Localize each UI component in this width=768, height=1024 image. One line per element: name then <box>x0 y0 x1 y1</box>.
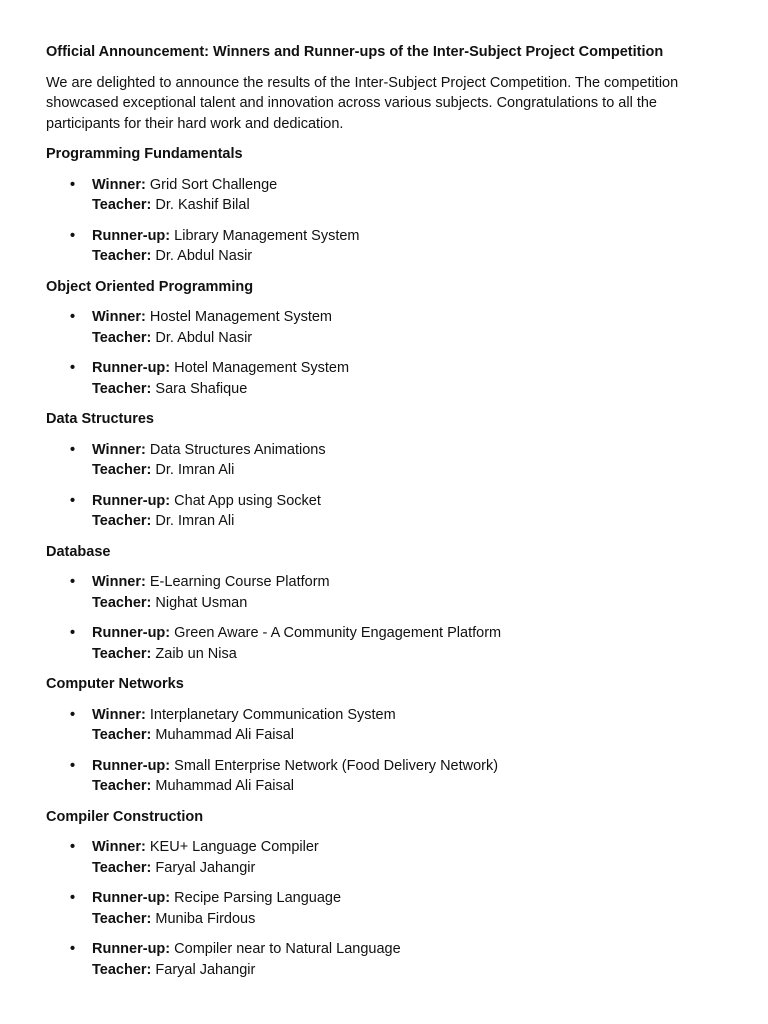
teacher-label: Teacher: <box>92 961 152 978</box>
section-heading: Database <box>46 543 111 560</box>
project-name: E-Learning Course Platform <box>149 574 330 590</box>
teacher-name: Dr. Abdul Nasir <box>155 248 253 264</box>
list-item <box>46 756 722 797</box>
entry-list <box>46 307 722 399</box>
teacher-line <box>92 909 722 930</box>
bullet-icon: • <box>70 941 76 957</box>
project-line <box>92 572 722 593</box>
teacher-line <box>92 379 722 400</box>
teacher-line <box>92 858 722 879</box>
teacher-line <box>92 511 722 532</box>
teacher-line <box>92 644 722 665</box>
entry-list <box>46 572 722 664</box>
teacher-label: Teacher: <box>92 248 152 264</box>
project-name: Library Management System <box>174 227 360 244</box>
teacher-label: Teacher: <box>92 859 152 876</box>
teacher-label: Teacher: <box>92 910 152 927</box>
project-name: KEU+ Language Compiler <box>149 839 319 855</box>
project-line <box>92 756 722 777</box>
teacher-name: Faryal Jahangir <box>155 961 256 978</box>
list-item <box>46 888 722 929</box>
project-name: Small Enterprise Network (Food Delivery Network) <box>174 757 499 774</box>
project-line <box>92 837 722 858</box>
teacher-name: Sara Shafique <box>155 380 248 397</box>
bullet-icon: • <box>70 309 76 325</box>
bullet-icon: • <box>70 574 76 590</box>
project-name: Hotel Management System <box>174 360 350 376</box>
entry-list <box>46 837 722 980</box>
teacher-label: Teacher: <box>92 645 152 662</box>
project-name: Recipe Parsing Language <box>174 890 342 906</box>
award-label: Runner-up: <box>92 941 171 957</box>
sections-container <box>46 144 722 980</box>
teacher-label: Teacher: <box>92 329 152 346</box>
teacher-label: Teacher: <box>92 462 152 478</box>
teacher-line <box>92 195 722 216</box>
award-label: Runner-up: <box>92 227 171 244</box>
award-label: Winner: <box>92 839 146 855</box>
section-heading: Object Oriented Programming <box>46 278 254 295</box>
teacher-name: Dr. Abdul Nasir <box>155 329 253 346</box>
project-line <box>92 705 722 726</box>
project-line <box>92 175 722 196</box>
list-item <box>46 226 722 267</box>
teacher-label: Teacher: <box>92 778 152 794</box>
teacher-label: Teacher: <box>92 197 152 213</box>
list-item <box>46 705 722 746</box>
section-heading: Programming Fundamentals <box>46 146 243 162</box>
list-item <box>46 939 722 980</box>
project-line <box>92 623 722 644</box>
teacher-name: Dr. Imran Ali <box>155 462 235 478</box>
project-name: Interplanetary Communication System <box>149 706 396 723</box>
teacher-line <box>92 593 722 614</box>
project-line <box>92 358 722 379</box>
award-label: Winner: <box>92 574 146 590</box>
teacher-label: Teacher: <box>92 380 152 397</box>
project-name: Green Aware - A Community Engagement Platform <box>174 625 502 641</box>
teacher-name: Muhammad Ali Faisal <box>155 727 295 743</box>
teacher-name: Faryal Jahangir <box>155 859 256 876</box>
teacher-line <box>92 460 722 481</box>
teacher-name: Muhammad Ali Faisal <box>155 778 295 794</box>
project-name: Compiler near to Natural Language <box>174 941 401 957</box>
section-heading: Computer Networks <box>46 676 184 692</box>
project-name: Grid Sort Challenge <box>149 176 278 193</box>
project-name: Chat App using Socket <box>174 492 321 509</box>
document-title: Official Announcement: Winners and Runner-ups of the Inter-Subject Project Competition <box>46 44 664 60</box>
bullet-icon: • <box>70 625 76 641</box>
project-name: Hostel Management System <box>149 309 333 325</box>
list-item <box>46 358 722 399</box>
teacher-name: Zaib un Nisa <box>155 645 237 662</box>
project-line <box>92 307 722 328</box>
teacher-line <box>92 960 722 981</box>
list-item <box>46 623 722 664</box>
list-item <box>46 307 722 348</box>
list-item <box>46 837 722 878</box>
teacher-label: Teacher: <box>92 727 152 743</box>
entry-list <box>46 440 722 532</box>
bullet-icon: • <box>70 757 76 774</box>
bullet-icon: • <box>70 706 76 723</box>
award-label: Runner-up: <box>92 890 171 906</box>
teacher-line <box>92 328 722 349</box>
teacher-line <box>92 776 722 797</box>
award-label: Runner-up: <box>92 757 171 774</box>
award-label: Winner: <box>92 176 146 193</box>
project-line <box>92 888 722 909</box>
list-item <box>46 440 722 481</box>
teacher-name: Dr. Kashif Bilal <box>155 197 250 213</box>
teacher-name: Muniba Firdous <box>155 910 256 927</box>
award-label: Winner: <box>92 706 146 723</box>
award-label: Winner: <box>92 441 146 458</box>
entry-list <box>46 175 722 267</box>
project-name: Data Structures Animations <box>149 441 326 458</box>
project-line <box>92 939 722 960</box>
teacher-name: Nighat Usman <box>155 594 248 611</box>
bullet-icon: • <box>70 176 76 193</box>
list-item <box>46 175 722 216</box>
section-heading: Data Structures <box>46 411 154 427</box>
teacher-line <box>92 725 722 746</box>
teacher-line <box>92 246 722 267</box>
award-label: Winner: <box>92 309 146 325</box>
list-item <box>46 572 722 613</box>
bullet-icon: • <box>70 227 76 244</box>
project-line <box>92 440 722 461</box>
intro-paragraph: We are delighted to announce the results of the Inter-Subject Project Competition. The competition showcased exceptional talent and innovation across various subjects. Congratulations to all the participants for their hard work and dedication. <box>46 74 679 132</box>
project-line <box>92 226 722 247</box>
award-label: Runner-up: <box>92 492 171 509</box>
section-heading: Compiler Construction <box>46 808 204 825</box>
list-item <box>46 491 722 532</box>
bullet-icon: • <box>70 360 76 376</box>
bullet-icon: • <box>70 890 76 906</box>
teacher-name: Dr. Imran Ali <box>155 513 235 529</box>
project-line <box>92 491 722 512</box>
teacher-label: Teacher: <box>92 513 152 529</box>
bullet-icon: • <box>70 441 76 458</box>
award-label: Runner-up: <box>92 625 171 641</box>
award-label: Runner-up: <box>92 360 171 376</box>
teacher-label: Teacher: <box>92 594 152 611</box>
entry-list <box>46 705 722 797</box>
bullet-icon: • <box>70 492 76 509</box>
bullet-icon: • <box>70 839 76 855</box>
